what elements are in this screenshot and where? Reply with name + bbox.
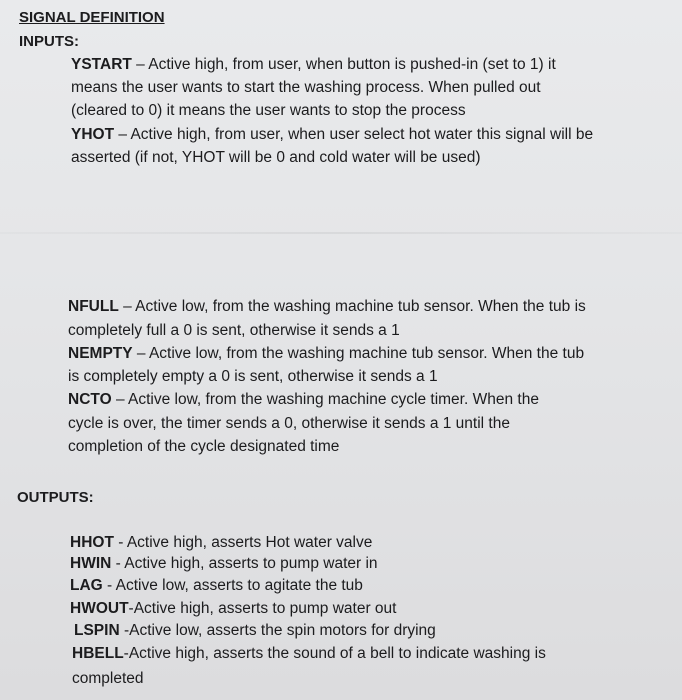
signal-name: NFULL <box>68 298 119 315</box>
signal-desc: - Active high, asserts to pump water in <box>111 555 378 572</box>
signal-desc: -Active high, asserts the sound of a bell to indicate washing is <box>123 645 546 662</box>
signal-nempty-line-1 <box>68 343 584 364</box>
signal-yhot-line-1 <box>71 124 593 145</box>
signal-ystart-line-3: (cleared to 0) it means the user wants to stop the process <box>71 102 466 119</box>
signal-desc: – Active low, from the washing machine cycle timer. When the <box>111 391 539 408</box>
signal-nfull-line-1 <box>68 296 586 317</box>
output-hwin <box>70 553 378 574</box>
signal-desc: – Active low, from the washing machine tub sensor. When the tub is <box>118 298 586 315</box>
paper-fold <box>0 232 682 234</box>
inputs-heading: INPUTS: <box>19 33 79 50</box>
output-hbell-line-1 <box>72 643 546 664</box>
signal-ystart-line-1 <box>71 54 556 75</box>
output-lag <box>70 575 363 596</box>
signal-nfull-line-2: completely full a 0 is sent, otherwise it sends a 1 <box>68 322 400 339</box>
signal-name: HWIN <box>70 555 112 572</box>
signal-desc: - Active high, asserts Hot water valve <box>113 534 373 551</box>
signal-name: LSPIN <box>74 622 120 639</box>
output-hwout <box>70 598 396 619</box>
output-hhot <box>70 532 372 553</box>
signal-name: LAG <box>70 577 103 594</box>
signal-ncto-line-3: completion of the cycle designated time <box>68 438 340 455</box>
signal-desc: -Active high, asserts to pump water out <box>128 600 397 617</box>
signal-desc: – Active high, from user, when button is pushed-in (set to 1) it <box>131 56 556 73</box>
signal-desc: - Active low, asserts to agitate the tub <box>102 577 363 594</box>
output-lspin <box>74 620 436 641</box>
signal-ystart-line-2: means the user wants to start the washing process. When pulled out <box>71 79 541 96</box>
signal-name: HWOUT <box>70 600 129 617</box>
signal-name: NEMPTY <box>68 345 133 362</box>
signal-name: HHOT <box>70 534 114 551</box>
signal-name: YHOT <box>71 126 115 143</box>
output-hbell-line-2: completed <box>72 670 144 687</box>
signal-nempty-line-2: is completely empty a 0 is sent, otherwise it sends a 1 <box>68 368 438 385</box>
signal-desc: -Active low, asserts the spin motors for drying <box>119 622 436 639</box>
page-title: SIGNAL DEFINITION <box>19 9 165 26</box>
signal-name: HBELL <box>72 645 124 662</box>
signal-desc: – Active high, from user, when user select hot water this signal will be <box>114 126 594 143</box>
signal-ncto-line-2: cycle is over, the timer sends a 0, otherwise it sends a 1 until the <box>68 415 510 432</box>
signal-desc: – Active low, from the washing machine tub sensor. When the tub <box>132 345 585 362</box>
signal-yhot-line-2: asserted (if not, YHOT will be 0 and cold water will be used) <box>71 149 481 166</box>
signal-name: YSTART <box>71 56 132 73</box>
outputs-heading: OUTPUTS: <box>17 489 94 506</box>
signal-name: NCTO <box>68 391 112 408</box>
signal-ncto-line-1 <box>68 389 539 410</box>
